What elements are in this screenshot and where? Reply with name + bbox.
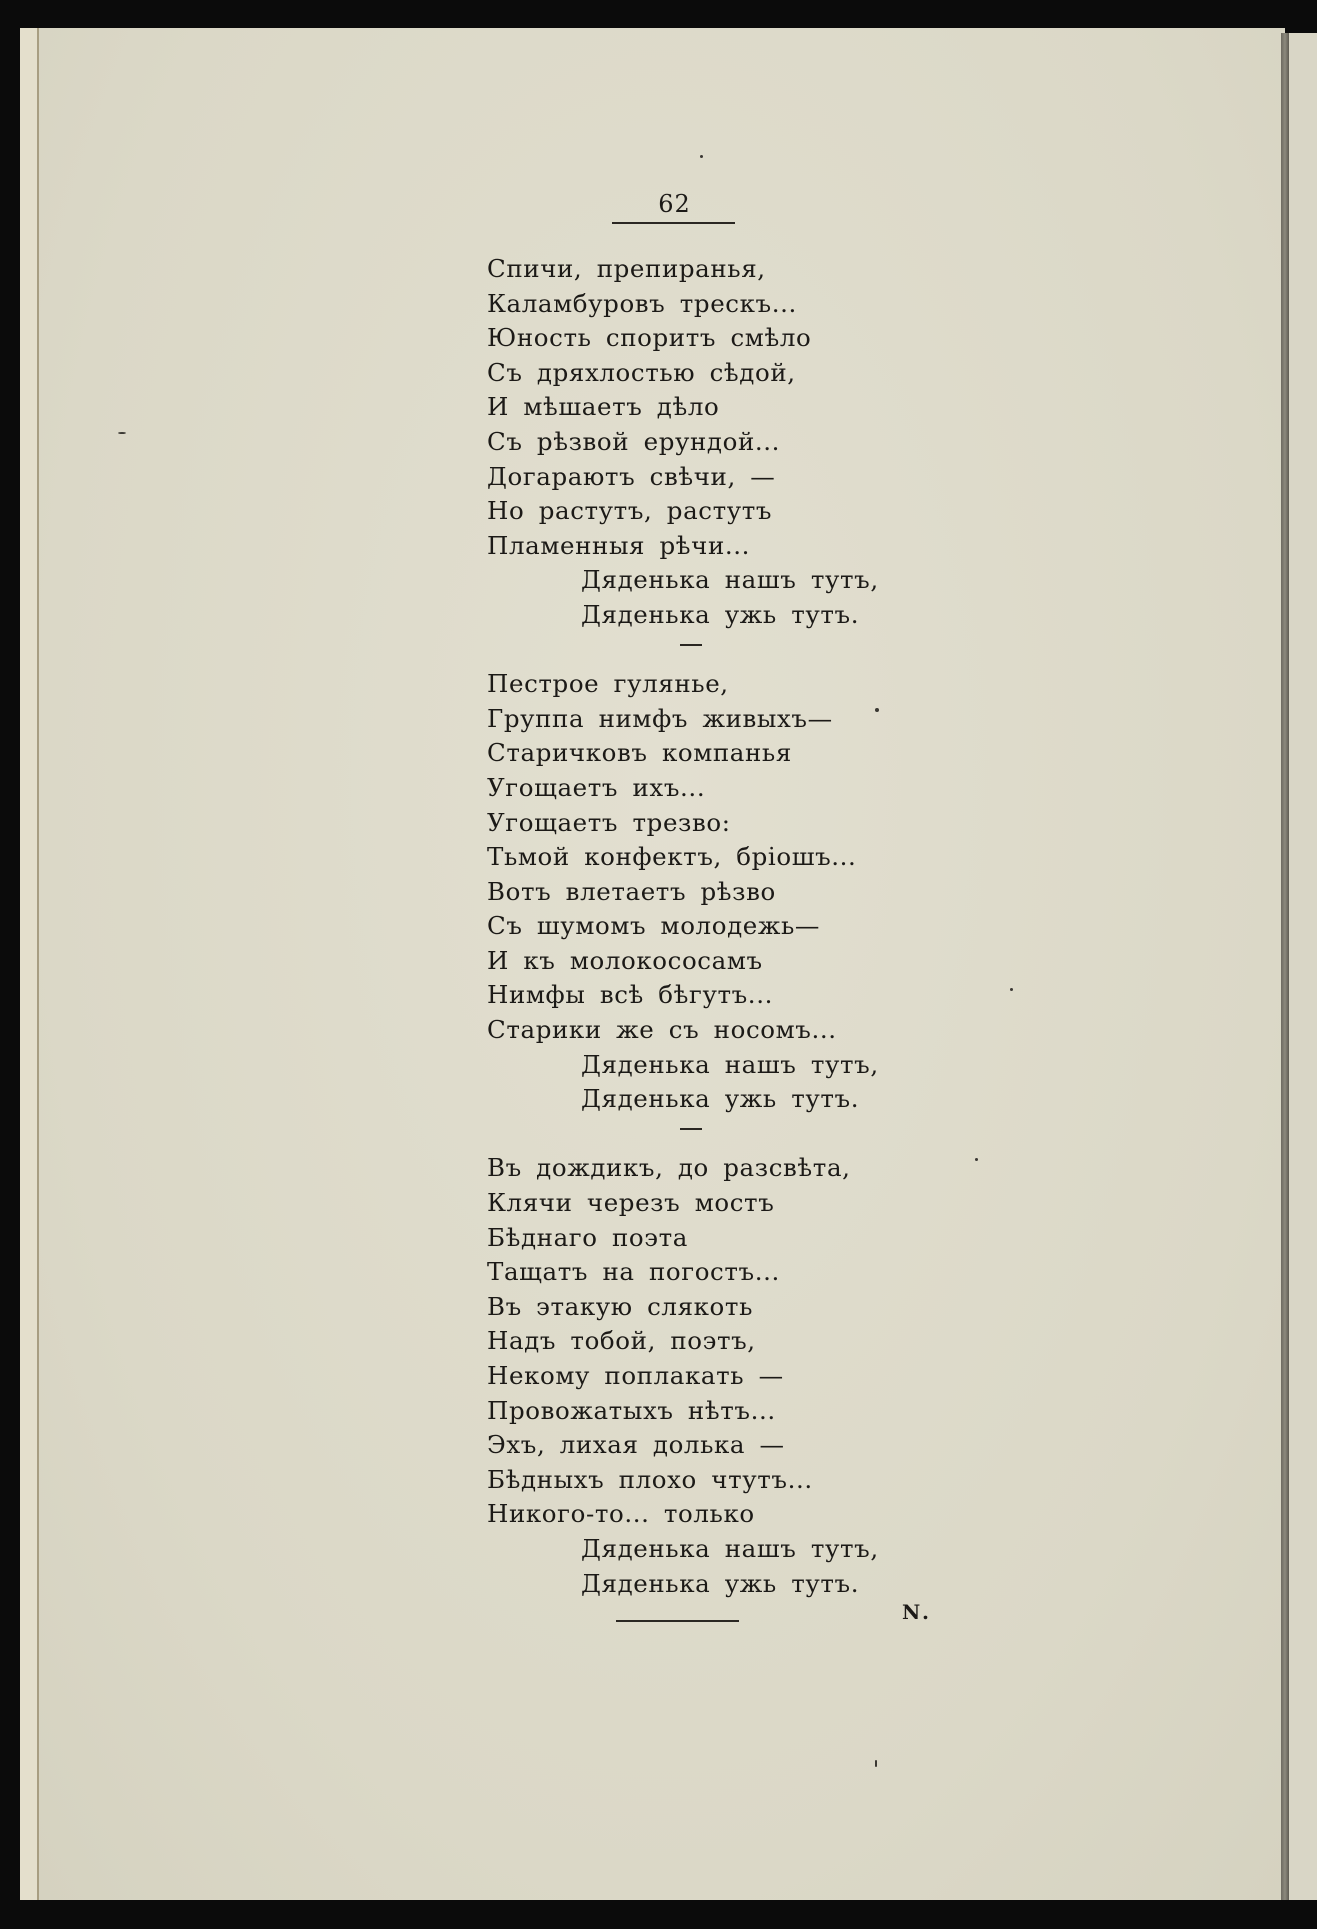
poem-line: Догараютъ свѣчи, — [487, 461, 776, 491]
header-rule [612, 222, 735, 224]
poem-line: Некому поплакать — [487, 1361, 784, 1390]
poem-line: Старичковъ компанья [487, 738, 792, 768]
poem-line: И мѣшаетъ дѣло [487, 392, 720, 422]
poem-line: Юность споритъ смѣло [487, 323, 812, 353]
poem-line: Каламбуровъ трескъ... [487, 288, 797, 318]
poem-line: Угощаетъ трезво: [487, 807, 731, 837]
stanza-divider [487, 1117, 879, 1152]
refrain-line: Дяденька нашъ тутъ, [581, 1049, 879, 1079]
poem-line: Пестрое гулянье, [487, 669, 729, 699]
poem-line: Съ рѣзвой ерундой... [487, 426, 781, 456]
book-spine [1281, 33, 1289, 1900]
poem-line: Пламенныя рѣчи... [487, 530, 751, 560]
poem-line: Съ дряхлостью сѣдой, [487, 357, 796, 387]
poem-line: Тащатъ на погостъ... [487, 1257, 780, 1287]
poem-body [487, 252, 879, 1601]
poem-line: Никого-то... только [487, 1499, 755, 1529]
poem-line: Спичи, препиранья, [487, 254, 766, 283]
poem-line: Нимфы всѣ бѣгутъ... [487, 980, 773, 1010]
poem-line: И къ молокососамъ [487, 945, 763, 975]
page-number: 62 [658, 190, 691, 218]
refrain-line: Дяденька нашъ тутъ, [581, 565, 879, 595]
paper-speck [118, 432, 126, 434]
refrain-line: Дяденька нашъ тутъ, [581, 1533, 879, 1563]
poem-line: Тьмой конфектъ, бріошъ... [487, 842, 857, 872]
stanza-3 [487, 1151, 879, 1601]
poem-line: Вотъ влетаетъ рѣзво [487, 876, 776, 906]
stanza-divider [487, 633, 879, 668]
refrain-line: Дяденька ужь тутъ. [581, 599, 860, 629]
stanza-2 [487, 667, 879, 1117]
poem-line: Бѣднаго поэта [487, 1222, 688, 1252]
paper-speck [975, 1158, 978, 1161]
end-rule [616, 1620, 739, 1622]
poem-line: Въ дождикъ, до разсвѣта, [487, 1153, 851, 1183]
refrain-line: Дяденька ужь тутъ. [581, 1084, 860, 1114]
poem-line: Надъ тобой, поэтъ, [487, 1326, 756, 1356]
poem-line: Съ шумомъ молодежь— [487, 911, 821, 941]
poem-line: Но растутъ, растутъ [487, 496, 773, 526]
adjacent-page-edge [1289, 33, 1317, 1900]
poem-line: Клячи черезъ мостъ [487, 1188, 775, 1218]
refrain-line: Дяденька ужь тутъ. [581, 1568, 860, 1598]
poem-line: Угощаетъ ихъ... [487, 772, 706, 802]
paper-speck [1010, 988, 1013, 991]
poem-line: Старики же съ носомъ... [487, 1015, 837, 1045]
poem-line: Бѣдныхъ плохо чтутъ... [487, 1464, 813, 1494]
poem-line: Группа нимфъ живыхъ— [487, 703, 833, 733]
paper-speck [875, 1760, 877, 1767]
poem-line: Въ этакую слякоть [487, 1291, 754, 1321]
author-signature: N. [902, 1600, 932, 1624]
poem-line: Провожатыхъ нѣтъ... [487, 1395, 776, 1425]
stanza-1 [487, 252, 879, 633]
paper-speck [875, 708, 879, 712]
poem-line: Эхъ, лихая долька — [487, 1430, 785, 1460]
paper-speck [700, 155, 703, 158]
